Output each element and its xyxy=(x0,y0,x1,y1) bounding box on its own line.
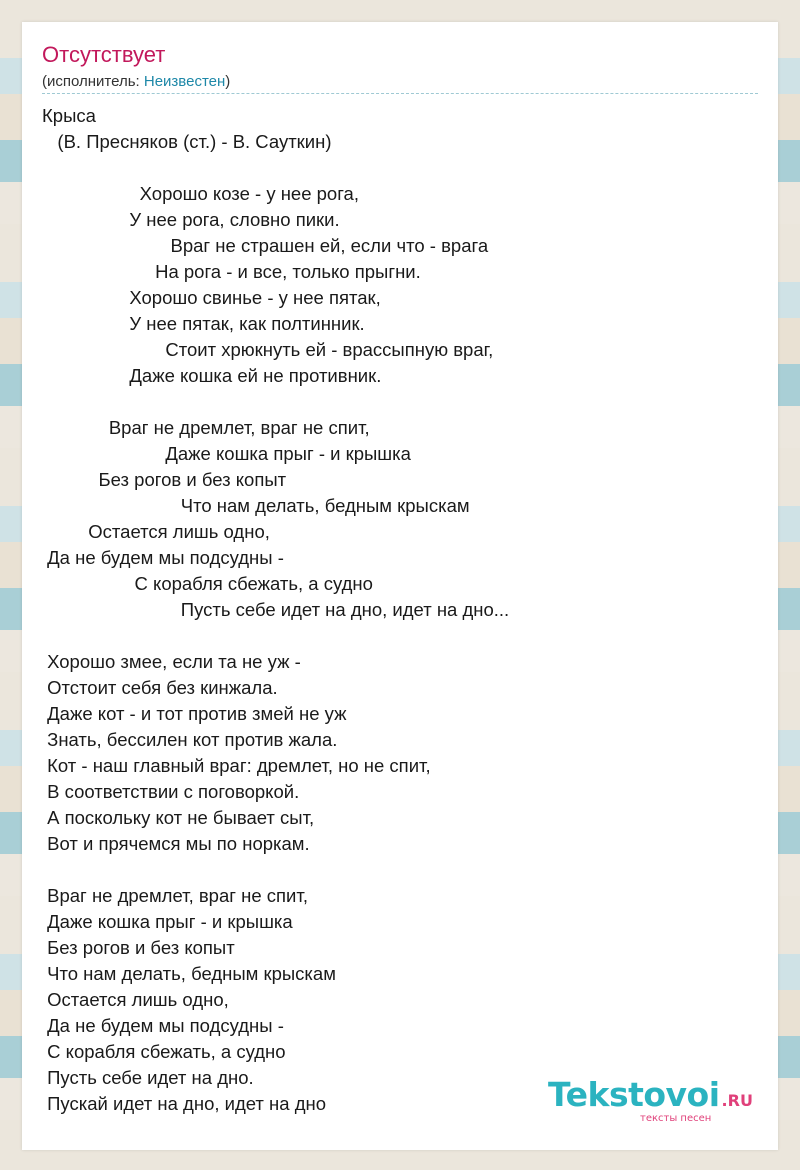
site-logo[interactable] xyxy=(548,1075,753,1124)
lyric-line: Пускай идет на дно, идет на дно xyxy=(42,1093,326,1114)
lyric-line: Пусть себе идет на дно, идет на дно... xyxy=(42,599,510,620)
lyric-line: Даже кот - и тот против змей не уж xyxy=(42,703,347,724)
lyrics-card xyxy=(22,22,778,1150)
lyric-line: Вот и прячемся мы по норкам. xyxy=(42,833,310,854)
lyrics-text xyxy=(42,103,509,1117)
lyric-line: Враг не страшен ей, если что - врага xyxy=(42,235,489,256)
lyric-line: У нее рога, словно пики. xyxy=(42,209,340,230)
dashed-divider xyxy=(42,93,758,94)
artist-link[interactable]: Неизвестен xyxy=(143,73,226,90)
lyric-line: Даже кошка ей не противник. xyxy=(42,365,382,386)
lyric-line: Что нам делать, бедным крыскам xyxy=(42,963,336,984)
lyric-line: Враг не дремлет, враг не спит, xyxy=(42,417,370,438)
lyric-line: Хорошо козе - у нее рога, xyxy=(42,183,359,204)
lyric-line xyxy=(42,389,509,415)
lyric-line: На рога - и все, только прыгни. xyxy=(42,261,421,282)
lyric-line: Да не будем мы подсудны - xyxy=(42,547,284,568)
lyric-line xyxy=(42,857,509,883)
song-title[interactable]: Отсутствует xyxy=(42,42,166,67)
lyric-line: (В. Пресняков (ст.) - В. Сауткин) xyxy=(42,131,332,152)
lyric-line: Кот - наш главный враг: дремлет, но не спит, xyxy=(42,755,431,776)
logo-tld: .RU xyxy=(721,1091,753,1110)
lyric-line: Хорошо змее, если та не уж - xyxy=(42,651,301,672)
lyric-line: Да не будем мы подсудны - xyxy=(42,1015,284,1036)
lyric-line: У нее пятак, как полтинник. xyxy=(42,313,365,334)
lyric-line: С корабля сбежать, а судно xyxy=(42,573,373,594)
lyric-line: Даже кошка прыг - и крышка xyxy=(42,443,411,464)
lyric-line: Что нам делать, бедным крыскам xyxy=(42,495,470,516)
lyric-line: Остается лишь одно, xyxy=(42,989,229,1010)
lyric-line xyxy=(42,623,509,649)
artist-suffix: ) xyxy=(225,73,231,90)
lyric-line xyxy=(42,155,509,181)
logo-word: Tekstovoi xyxy=(548,1075,720,1114)
lyric-line: Без рогов и без копыт xyxy=(42,469,287,490)
artist-line xyxy=(42,73,230,90)
lyric-line: Хорошо свинье - у нее пятак, xyxy=(42,287,381,308)
lyric-line: Пусть себе идет на дно. xyxy=(42,1067,254,1088)
artist-prefix: (исполнитель: xyxy=(42,73,144,90)
lyric-line: Отстоит себя без кинжала. xyxy=(42,677,278,698)
lyric-line: Крыса xyxy=(42,105,96,126)
lyric-line: Остается лишь одно, xyxy=(42,521,270,542)
lyric-line: Знать, бессилен кот против жала. xyxy=(42,729,338,750)
lyric-line: Без рогов и без копыт xyxy=(42,937,235,958)
logo-tagline: тексты песен xyxy=(640,1113,712,1124)
lyric-line: В соответствии с поговоркой. xyxy=(42,781,300,802)
lyric-line: Стоит хрюкнуть ей - врассыпную враг, xyxy=(42,339,494,360)
lyric-line: С корабля сбежать, а судно xyxy=(42,1041,286,1062)
lyric-line: Враг не дремлет, враг не спит, xyxy=(42,885,308,906)
lyric-line: Даже кошка прыг - и крышка xyxy=(42,911,293,932)
lyric-line: А поскольку кот не бывает сыт, xyxy=(42,807,315,828)
